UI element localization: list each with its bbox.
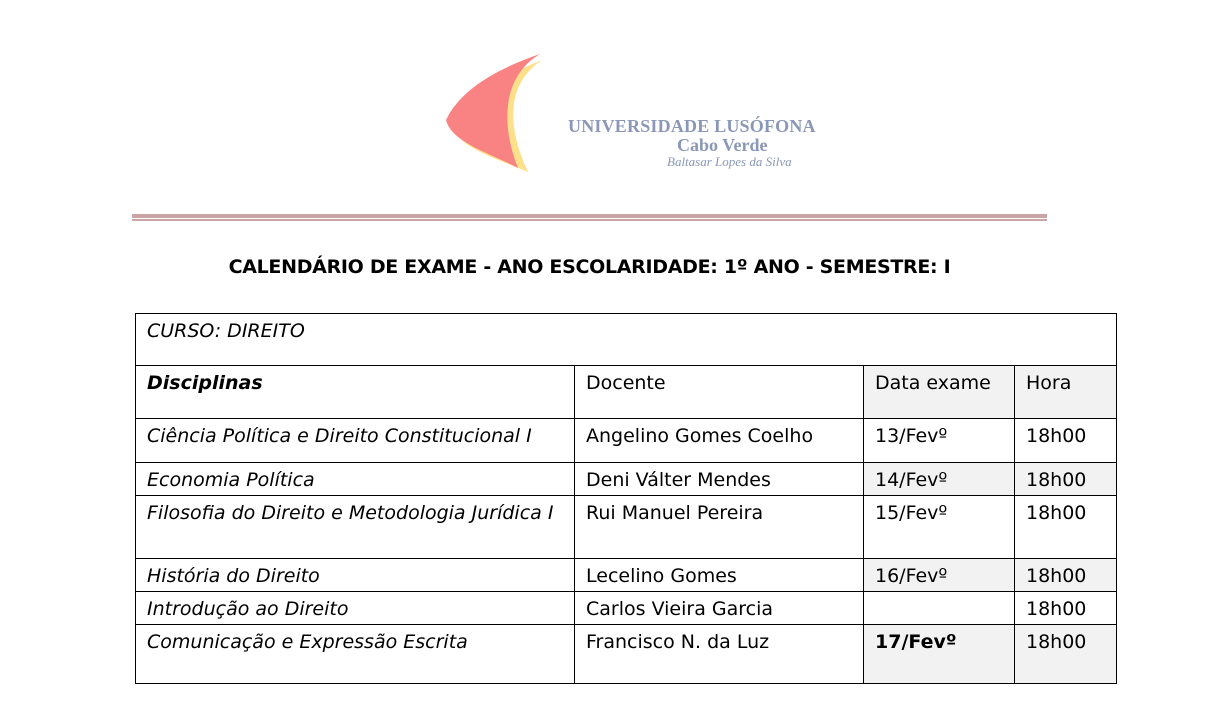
course-label: CURSO: DIREITO [136,314,1117,366]
table-row [136,592,1117,625]
cell-hora: 18h00 [1015,625,1117,684]
header-divider [132,214,1047,218]
cell-docente: Rui Manuel Pereira [575,496,864,559]
cell-disciplina: Introdução ao Direito [136,592,575,625]
cell-data: 13/Fevº [864,419,1015,463]
sail-logo-icon [440,48,550,178]
university-location: Cabo Verde [677,135,768,155]
cell-docente: Lecelino Gomes [575,559,864,592]
cell-docente: Angelino Gomes Coelho [575,419,864,463]
university-subtitle: Baltasar Lopes da Silva [667,154,792,169]
table-row [136,419,1117,463]
table-row [136,463,1117,496]
cell-hora: 18h00 [1015,463,1117,496]
cell-hora: 18h00 [1015,592,1117,625]
cell-hora: 18h00 [1015,496,1117,559]
cell-hora: 18h00 [1015,419,1117,463]
cell-data: 14/Fevº [864,463,1015,496]
table-row [136,625,1117,684]
cell-data: 15/Fevº [864,496,1015,559]
header-divider-thin [132,219,1047,221]
cell-hora: 18h00 [1015,559,1117,592]
cell-data [864,592,1015,625]
table-row [136,559,1117,592]
cell-disciplina: Economia Política [136,463,575,496]
course-row [136,314,1117,366]
page-title: CALENDÁRIO DE EXAME - ANO ESCOLARIDADE: 1º ANO - SEMESTRE: I [228,256,951,278]
header-docente: Docente [575,366,864,419]
header-disciplinas: Disciplinas [136,366,575,419]
cell-docente: Carlos Vieira Garcia [575,592,864,625]
cell-docente: Deni Válter Mendes [575,463,864,496]
cell-disciplina: História do Direito [136,559,575,592]
exam-table [135,313,1117,684]
header-row [136,366,1117,419]
cell-disciplina: Filosofia do Direito e Metodologia Jurídica I [136,496,575,559]
cell-disciplina: Ciência Política e Direito Constitucional I [136,419,575,463]
cell-disciplina: Comunicação e Expressão Escrita [136,625,575,684]
header-data-exame: Data exame [864,366,1015,419]
cell-docente: Francisco N. da Luz [575,625,864,684]
header-hora: Hora [1015,366,1117,419]
table-row [136,496,1117,559]
cell-data: 17/Fevº [864,625,1015,684]
university-name: UNIVERSIDADE LUSÓFONA [568,116,816,136]
university-logo [440,48,840,178]
cell-data: 16/Fevº [864,559,1015,592]
